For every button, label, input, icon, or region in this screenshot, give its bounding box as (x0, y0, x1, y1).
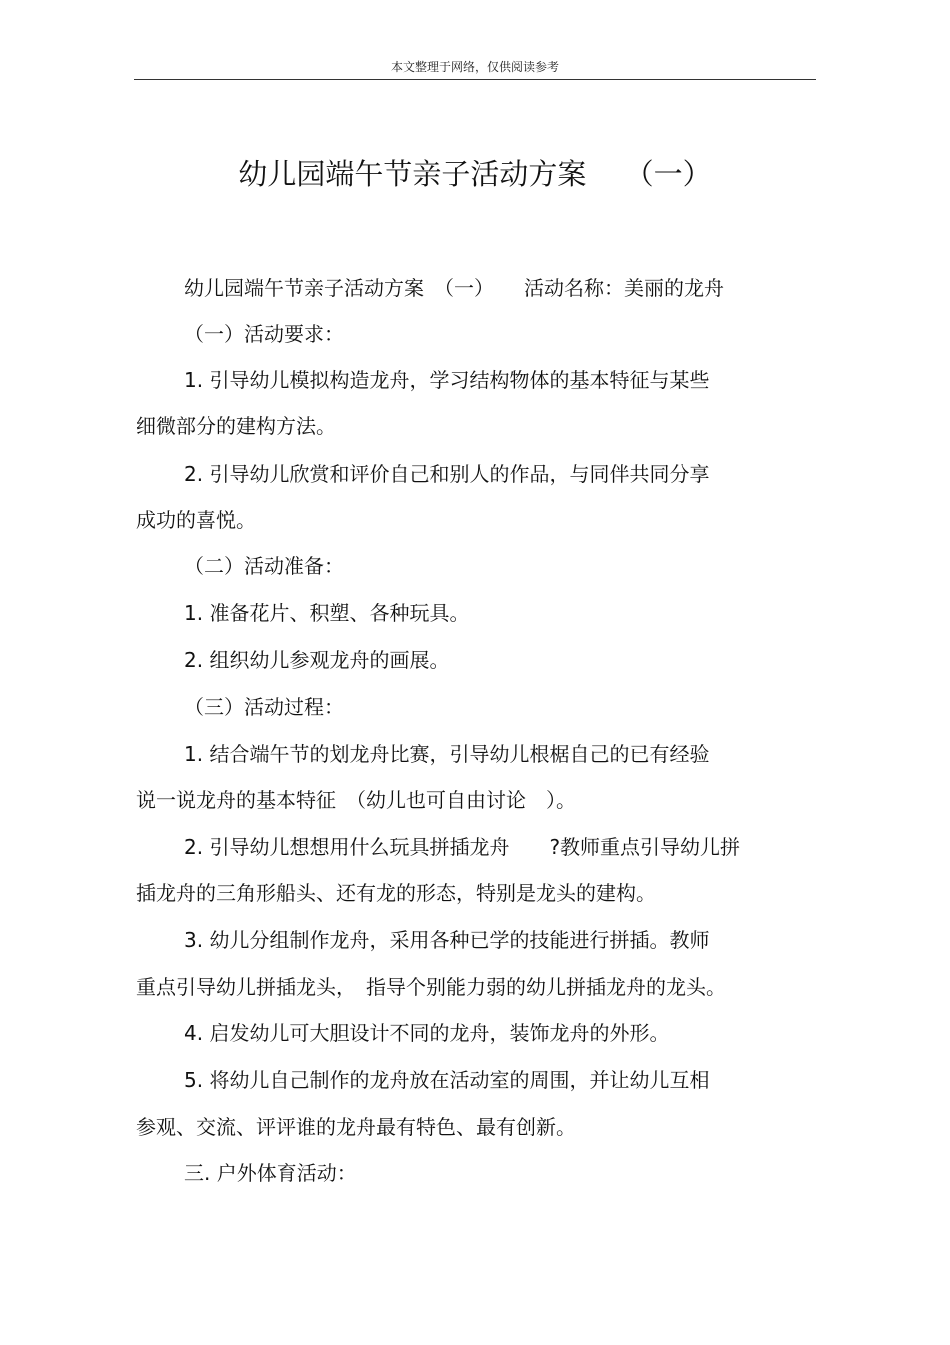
header-note: 本文整理于网络，仅供阅读参考 (390, 60, 559, 74)
paragraph-line: 说一说龙舟的基本特征 （幼儿也可自由讨论 ）。 (136, 788, 576, 812)
paragraph-line: 5. 将幼儿自己制作的龙舟放在活动室的周围，并让幼儿互相 (184, 1068, 710, 1092)
section-heading-requirements: （一）活动要求： (184, 322, 344, 346)
paragraph-line: 重点引导幼儿拼插龙头， 指导个别能力弱的幼儿拼插龙舟的龙头。 (136, 975, 726, 999)
document-title: 幼儿园端午节亲子活动方案 （一） (238, 157, 712, 191)
section-heading-preparation: （二）活动准备： (184, 554, 344, 578)
paragraph-line: 4. 启发幼儿可大胆设计不同的龙舟，装饰龙舟的外形。 (184, 1021, 670, 1045)
paragraph-line: 3. 幼儿分组制作龙舟，采用各种已学的技能进行拼插。教师 (184, 928, 710, 952)
paragraph-line: 2. 引导幼儿想想用什么玩具拼插龙舟 ?教师重点引导幼儿拼 (184, 835, 741, 859)
intro-line: 幼儿园端午节亲子活动方案 （一） 活动名称：美丽的龙舟 (184, 276, 724, 300)
paragraph-line: 细微部分的建构方法。 (136, 414, 336, 438)
paragraph-line: 成功的喜悦。 (136, 508, 256, 532)
section-heading-process: （三）活动过程： (184, 695, 344, 719)
paragraph-line: 1. 结合端午节的划龙舟比赛，引导幼儿根椐自己的已有经验 (184, 742, 710, 766)
paragraph-line: 参观、交流、评评谁的龙舟最有特色、最有创新。 (136, 1115, 576, 1139)
header-divider (134, 79, 816, 80)
paragraph-line: 2. 引导幼儿欣赏和评价自己和别人的作品，与同伴共同分享 (184, 462, 710, 486)
paragraph-line: 插龙舟的三角形船头、还有龙的形态，特别是龙头的建构。 (136, 881, 656, 905)
paragraph-line: 1. 引导幼儿模拟构造龙舟，学习结构物体的基本特征与某些 (184, 368, 710, 392)
section-heading-outdoor: 三. 户外体育活动： (184, 1161, 357, 1185)
paragraph-line: 2. 组织幼儿参观龙舟的画展。 (184, 648, 450, 672)
paragraph-line: 1. 准备花片、积塑、各种玩具。 (184, 601, 470, 625)
